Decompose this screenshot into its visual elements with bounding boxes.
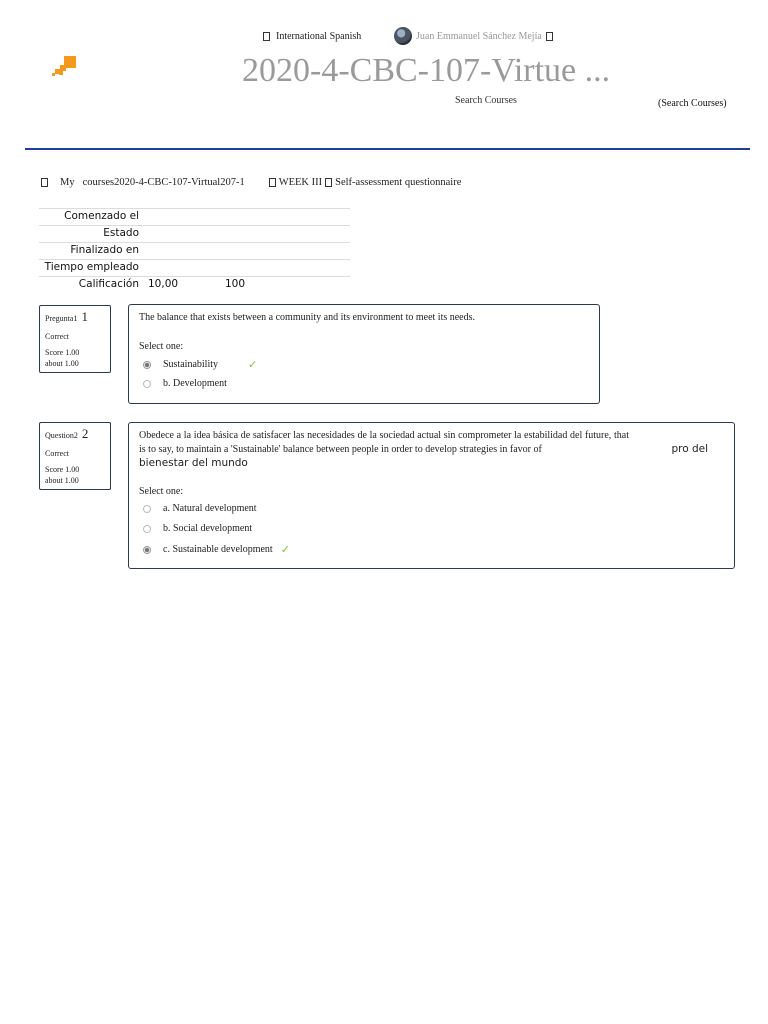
option-label: Sustainability [163, 359, 218, 370]
search-courses-button[interactable]: (Search Courses) [658, 98, 727, 109]
radio-icon[interactable] [143, 505, 151, 513]
question-number: 2 [81, 426, 89, 441]
answer-option[interactable] [143, 523, 252, 534]
breadcrumb-page: Self-assessment questionnaire [335, 177, 462, 188]
option-label: a. Natural development [163, 503, 257, 514]
select-prompt: Select one: [139, 341, 184, 352]
site-title[interactable]: 2020-4-CBC-107-Virtue ... [242, 52, 611, 89]
summary-row [39, 276, 350, 293]
option-label: b. Development [163, 378, 227, 389]
summary-row [39, 225, 350, 242]
summary-row [39, 259, 350, 276]
question-max-score: about 1.00 [45, 475, 79, 485]
question-info-2 [39, 422, 111, 490]
option-label: c. Sustainable development [163, 544, 273, 555]
check-icon: ✓ [280, 544, 290, 556]
attempt-summary-table [39, 208, 350, 293]
summary-label: Comenzado el [64, 210, 139, 222]
separator-icon [269, 178, 276, 187]
question-text-extra: bienestar del mundo [139, 457, 248, 469]
summary-row [39, 242, 350, 259]
home-icon[interactable] [41, 178, 48, 187]
user-name: Juan Emmanuel Sánchez Mejía [416, 30, 542, 42]
question-state: Correct [45, 331, 69, 341]
summary-row [39, 208, 350, 225]
radio-icon[interactable] [143, 380, 151, 388]
user-menu[interactable] [394, 27, 553, 45]
breadcrumb-course[interactable]: courses2020-4-CBC-107-Virtual207-1 [82, 177, 245, 188]
dropdown-icon [546, 32, 553, 41]
answer-option[interactable] [143, 543, 290, 556]
header-divider [25, 148, 750, 150]
radio-selected-icon[interactable] [143, 361, 151, 369]
select-prompt: Select one: [139, 486, 184, 497]
question-number: 1 [81, 309, 88, 324]
radio-icon[interactable] [143, 525, 151, 533]
question-score: Score 1.00 [45, 348, 80, 358]
answer-option[interactable] [143, 358, 257, 371]
summary-label: Calificación [78, 278, 139, 290]
check-icon: ✓ [248, 359, 258, 371]
radio-selected-icon[interactable] [143, 546, 151, 554]
question-max-score: about 1.00 [45, 358, 79, 368]
option-label: b. Social development [163, 523, 253, 534]
summary-label: Finalizado en [70, 244, 139, 256]
breadcrumb-my[interactable]: My [60, 177, 75, 188]
site-logo-icon[interactable] [52, 56, 80, 80]
summary-label: Estado [103, 227, 139, 239]
question-info-1 [39, 305, 111, 373]
language-label: International Spanish [276, 31, 362, 42]
question-text-extra: pro del [671, 443, 708, 455]
question-score: Score 1.00 [45, 465, 80, 475]
question-state: Correct [45, 448, 69, 458]
question-label: Question2 [45, 431, 78, 440]
separator-icon [325, 178, 332, 187]
grade-value: 10,00 [148, 278, 179, 290]
breadcrumb [41, 177, 461, 188]
question-content-1 [128, 304, 600, 404]
search-courses-link[interactable]: Search Courses [455, 95, 517, 106]
answer-option[interactable] [143, 503, 257, 514]
avatar [394, 27, 412, 45]
language-icon [263, 32, 270, 41]
question-label: Pregunta1 [45, 314, 78, 323]
question-text: The balance that exists between a community and its environment to meet its needs. [139, 312, 476, 323]
grade-max: 100 [225, 278, 246, 290]
breadcrumb-week[interactable]: WEEK III [278, 177, 323, 188]
question-text: Obedece a la idea básica de satisfacer las necesidades de la sociedad actual sin comprometer la estabilidad del future, that is to say, to maintain a 'Sustainable' balance between people in order to develop strategies in favor of [139, 430, 629, 455]
language-selector[interactable] [263, 31, 361, 42]
summary-label: Tiempo empleado [44, 261, 139, 273]
answer-option[interactable] [143, 378, 227, 389]
question-content-2 [128, 422, 735, 569]
